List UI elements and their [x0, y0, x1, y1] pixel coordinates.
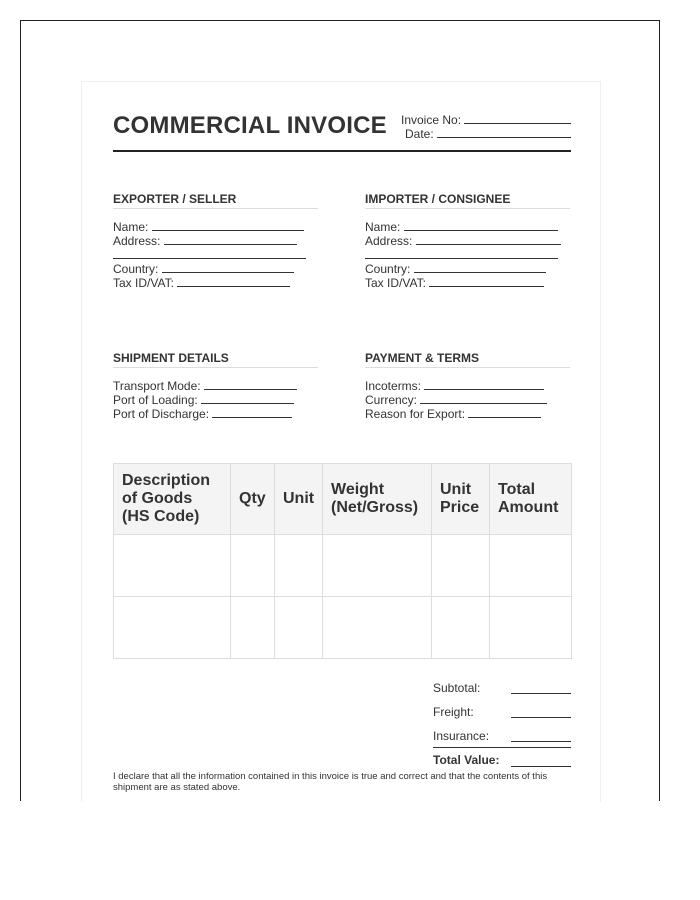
column-header-unit-price: Unit Price — [432, 464, 490, 535]
importer-address-line2[interactable] — [365, 248, 558, 262]
exporter-address-label: Address: — [113, 234, 161, 248]
table-cell[interactable] — [231, 535, 275, 597]
total-value-blank[interactable] — [511, 766, 571, 767]
table-row — [114, 535, 572, 597]
importer-name-label: Name: — [365, 220, 401, 234]
line-items-table — [113, 463, 572, 659]
column-header-unit: Unit — [275, 464, 323, 535]
invoice-form — [81, 81, 601, 802]
invoice-no-field[interactable] — [401, 113, 571, 127]
exporter-address-blank-2[interactable] — [113, 248, 306, 259]
shipment-heading: SHIPMENT DETAILS — [113, 351, 318, 368]
total-divider — [433, 747, 571, 748]
reason-for-export-label: Reason for Export: — [365, 407, 466, 421]
importer-name-blank[interactable] — [404, 220, 558, 231]
incoterms-label: Incoterms: — [365, 379, 422, 393]
reason-for-export-blank[interactable] — [468, 407, 541, 418]
importer-heading: IMPORTER / CONSIGNEE — [365, 192, 570, 209]
exporter-name-field[interactable] — [113, 220, 304, 234]
currency-blank[interactable] — [420, 393, 547, 404]
exporter-country-field[interactable] — [113, 262, 294, 276]
incoterms-field[interactable] — [365, 379, 544, 393]
importer-name-field[interactable] — [365, 220, 558, 234]
importer-tax-blank[interactable] — [429, 276, 544, 287]
port-of-loading-label: Port of Loading: — [113, 393, 198, 407]
port-of-discharge-field[interactable] — [113, 407, 292, 421]
declaration-text: I declare that all the information contained in this invoice is true and correct and that the contents of this shipment are as stated above. — [113, 771, 548, 793]
importer-address-field[interactable] — [365, 234, 561, 248]
insurance-blank[interactable] — [511, 741, 571, 742]
importer-country-field[interactable] — [365, 262, 546, 276]
column-header-qty: Qty — [231, 464, 275, 535]
importer-country-label: Country: — [365, 262, 411, 276]
exporter-address-line2[interactable] — [113, 248, 306, 262]
transport-mode-blank[interactable] — [204, 379, 297, 390]
table-cell[interactable] — [275, 535, 323, 597]
header-divider — [113, 150, 571, 152]
table-cell[interactable] — [432, 535, 490, 597]
column-header-total-amount: Total Amount — [490, 464, 572, 535]
exporter-name-label: Name: — [113, 220, 149, 234]
importer-address-label: Address: — [365, 234, 413, 248]
currency-field[interactable] — [365, 393, 547, 407]
column-header-weight: Weight (Net/Gross) — [323, 464, 432, 535]
importer-address-blank[interactable] — [416, 234, 561, 245]
importer-tax-label: Tax ID/VAT: — [365, 276, 426, 290]
table-cell[interactable] — [323, 535, 432, 597]
table-cell[interactable] — [432, 597, 490, 659]
importer-tax-field[interactable] — [365, 276, 544, 290]
transport-mode-label: Transport Mode: — [113, 379, 201, 393]
exporter-country-label: Country: — [113, 262, 159, 276]
date-field[interactable] — [405, 127, 571, 141]
total-value-label: Total Value: — [433, 753, 500, 767]
subtotal-blank[interactable] — [511, 693, 571, 694]
freight-label: Freight: — [433, 705, 474, 719]
date-blank[interactable] — [437, 127, 571, 138]
table-cell[interactable] — [231, 597, 275, 659]
exporter-name-blank[interactable] — [152, 220, 304, 231]
currency-label: Currency: — [365, 393, 418, 407]
reason-for-export-field[interactable] — [365, 407, 541, 421]
subtotal-label: Subtotal: — [433, 681, 481, 695]
exporter-address-blank[interactable] — [164, 234, 297, 245]
invoice-no-blank[interactable] — [464, 113, 571, 124]
exporter-tax-field[interactable] — [113, 276, 290, 290]
document-page — [20, 20, 660, 801]
column-header-description: Description of Goods (HS Code) — [114, 464, 231, 535]
exporter-address-field[interactable] — [113, 234, 297, 248]
importer-address-blank-2[interactable] — [365, 248, 558, 259]
incoterms-blank[interactable] — [424, 379, 544, 390]
port-of-loading-field[interactable] — [113, 393, 294, 407]
exporter-tax-label: Tax ID/VAT: — [113, 276, 174, 290]
table-cell[interactable] — [490, 535, 572, 597]
table-row — [114, 597, 572, 659]
invoice-no-label: Invoice No: — [401, 113, 462, 127]
port-of-discharge-blank[interactable] — [212, 407, 292, 418]
exporter-tax-blank[interactable] — [177, 276, 290, 287]
exporter-heading: EXPORTER / SELLER — [113, 192, 318, 209]
transport-mode-field[interactable] — [113, 379, 297, 393]
table-cell[interactable] — [114, 597, 231, 659]
freight-blank[interactable] — [511, 717, 571, 718]
table-header-row — [114, 464, 572, 535]
port-of-discharge-label: Port of Discharge: — [113, 407, 210, 421]
table-cell[interactable] — [490, 597, 572, 659]
payment-heading: PAYMENT & TERMS — [365, 351, 570, 368]
table-cell[interactable] — [114, 535, 231, 597]
insurance-label: Insurance: — [433, 729, 490, 743]
exporter-country-blank[interactable] — [162, 262, 294, 273]
table-cell[interactable] — [323, 597, 432, 659]
importer-country-blank[interactable] — [414, 262, 546, 273]
port-of-loading-blank[interactable] — [201, 393, 294, 404]
date-label: Date: — [405, 127, 434, 141]
table-cell[interactable] — [275, 597, 323, 659]
invoice-title: COMMERCIAL INVOICE — [113, 112, 387, 139]
